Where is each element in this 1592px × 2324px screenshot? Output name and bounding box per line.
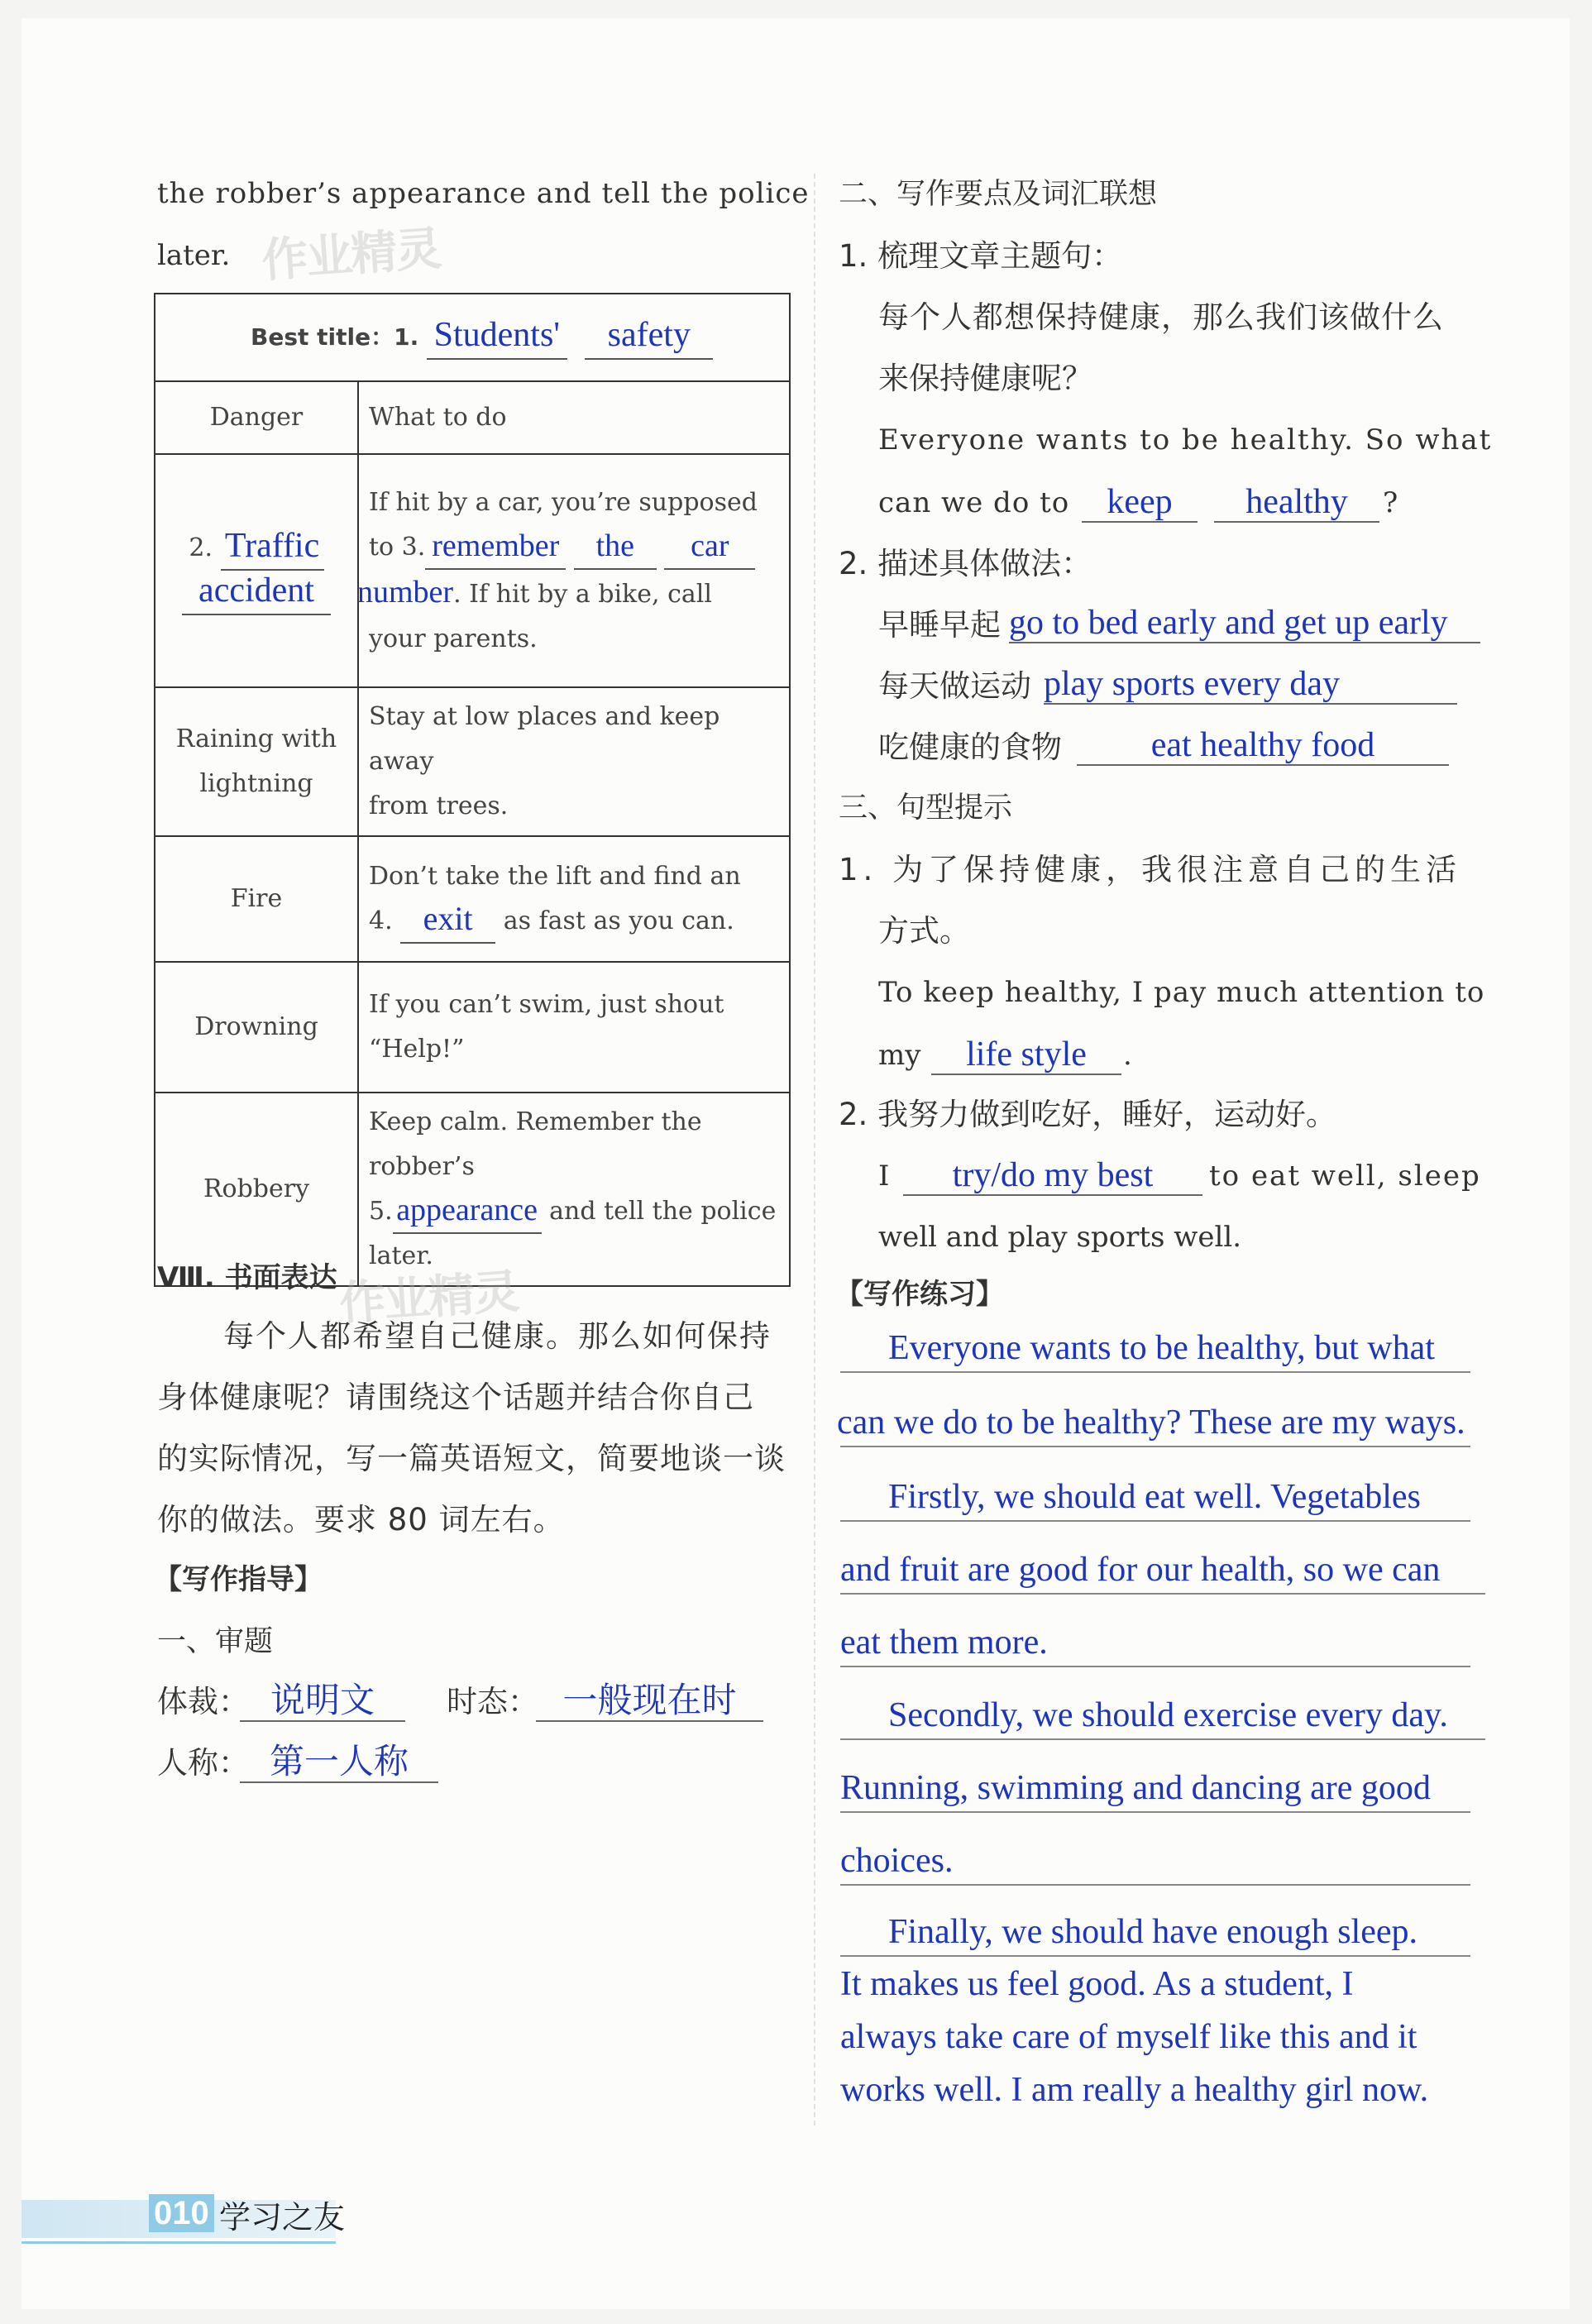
section8-body-3: 的实际情况，写一篇英语短文，简要地谈一谈 (157, 1441, 786, 1476)
p1-fill-1: keep (1082, 480, 1198, 523)
p1-title: 1. 梳理文章主题句： (839, 238, 1123, 274)
essay-text-3: Firstly, we should eat well. Vegetables (888, 1478, 1421, 1516)
guide-title: 【写作指导】 (154, 1563, 323, 1596)
p1-fill-2: healthy (1214, 480, 1379, 523)
s1-cn-1: 1. 为了保持健康，我很注意自己的生活 (839, 852, 1462, 887)
s1-cn-2: 方式。 (878, 913, 970, 949)
essay-text-12: works well. I am really a healthy girl now. (840, 2071, 1429, 2109)
best-title-row (155, 294, 790, 381)
best-title-fill-2: safety (585, 315, 713, 360)
essay-text-9: Finally, we should have enough sleep. (888, 1913, 1418, 1951)
s2-en-2: well and play sports well. (878, 1221, 1242, 1254)
item-2-cn: 每天做运动 (878, 668, 1031, 704)
s2-i: I (878, 1160, 890, 1193)
s1-en: To keep healthy, I pay much attention to (878, 976, 1485, 1009)
s1-fill: life style (931, 1032, 1121, 1075)
essay-text-7: Running, swimming and dancing are good (840, 1769, 1431, 1807)
genre-label: 体裁： (157, 1684, 249, 1719)
essay-text-2: can we do to be healthy? These are my ways. (837, 1403, 1465, 1442)
p1-cn-2: 来保持健康呢？ (878, 361, 1092, 396)
essay-text-6: Secondly, we should exercise every day. (888, 1696, 1448, 1734)
danger-cell-3: Fire (155, 836, 358, 962)
item-1-cn: 早睡早起 (878, 607, 1001, 643)
section8-body-2: 身体健康呢？请围绕这个话题并结合你自己 (157, 1380, 754, 1415)
item-2-fill: play sports every day (1044, 662, 1457, 705)
sub3-title: 三、句型提示 (839, 791, 1013, 825)
watermark-2: 作业精灵 (337, 1265, 520, 1332)
carry-text-line-1: the robber’s appearance and tell the police (157, 177, 810, 210)
p1-en-1: Everyone wants to be healthy. So what (878, 423, 1493, 457)
essay-text-5: eat them more. (840, 1623, 1048, 1662)
column-divider (814, 174, 815, 2126)
book-title: 学习之友 (219, 2199, 346, 2236)
todo-cell-4: If you can’t swim, just shout “Help!” (358, 962, 790, 1093)
person-label: 人称： (157, 1745, 249, 1781)
s2-cn: 2. 我努力做到吃好，睡好，运动好。 (839, 1097, 1337, 1132)
best-title-fill-1: Students' (427, 315, 567, 360)
sub1-title: 一、审题 (157, 1625, 274, 1658)
safety-table (154, 293, 791, 1287)
sub2-title: 二、写作要点及词汇联想 (839, 178, 1158, 211)
p1-en-2: can we do to (878, 486, 1070, 519)
carry-text-line-2: later. (157, 239, 231, 272)
essay-text-10: It makes us feel good. As a student, I (840, 1965, 1354, 2003)
s2-en-1: to eat well, sleep (1209, 1160, 1481, 1193)
todo-cell-1: If hit by a car, you’re supposed to 3. remember the car number. If hit by a bike, call your parents. (358, 454, 790, 687)
danger-cell-2: Raining with lightning (155, 687, 358, 836)
s1-my: my (878, 1039, 921, 1072)
item-3-cn: 吃健康的食物 (878, 729, 1062, 765)
s1-end: . (1123, 1039, 1132, 1072)
practice-title: 【写作练习】 (835, 1278, 1004, 1311)
danger-cell-4: Drowning (155, 962, 358, 1093)
p1-end: ? (1383, 486, 1398, 519)
essay-text-1: Everyone wants to be healthy, but what (888, 1329, 1435, 1367)
todo-cell-2: Stay at low places and keep away from trees. (358, 687, 790, 836)
todo-cell-5: Keep calm. Remember the robber’s 5. appearance and tell the police later. (358, 1093, 790, 1286)
p2-title: 2. 描述具体做法： (839, 546, 1092, 581)
section8-body-1: 每个人都希望自己健康。那么如何保持 (223, 1318, 772, 1354)
tense-label: 时态： (447, 1684, 538, 1719)
header-what-to-do: What to do (358, 381, 790, 454)
person-fill: 第一人称 (240, 1740, 438, 1783)
page-number: 010 (149, 2194, 214, 2232)
section8-body-4: 你的做法。要求 80 词左右。 (157, 1502, 565, 1537)
p1-cn-1: 每个人都想保持健康，那么我们该做什么 (878, 299, 1444, 335)
danger-cell-5: Robbery (155, 1093, 358, 1286)
genre-fill: 说明文 (240, 1679, 405, 1722)
essay-text-11: always take care of myself like this and it (840, 2018, 1418, 2056)
section8-title: Ⅷ. 书面表达 (157, 1261, 337, 1294)
item-3-fill: eat healthy food (1077, 723, 1449, 766)
danger-cell-1: 2. Traffic accident (155, 454, 358, 687)
footer-line (22, 2241, 336, 2244)
todo-cell-3: Don’t take the lift and find an 4. exit as fast as you can. (358, 836, 790, 962)
tense-fill: 一般现在时 (536, 1679, 763, 1722)
item-1-fill: go to bed early and get up early (1009, 600, 1480, 643)
essay-text-4: and fruit are good for our health, so we can (840, 1551, 1441, 1589)
s2-fill: try/do my best (903, 1153, 1202, 1196)
watermark: 作业精灵 (260, 222, 442, 289)
header-danger: Danger (155, 381, 358, 454)
essay-text-8: choices. (840, 1842, 954, 1880)
best-title-label: Best title：1. (251, 323, 419, 351)
